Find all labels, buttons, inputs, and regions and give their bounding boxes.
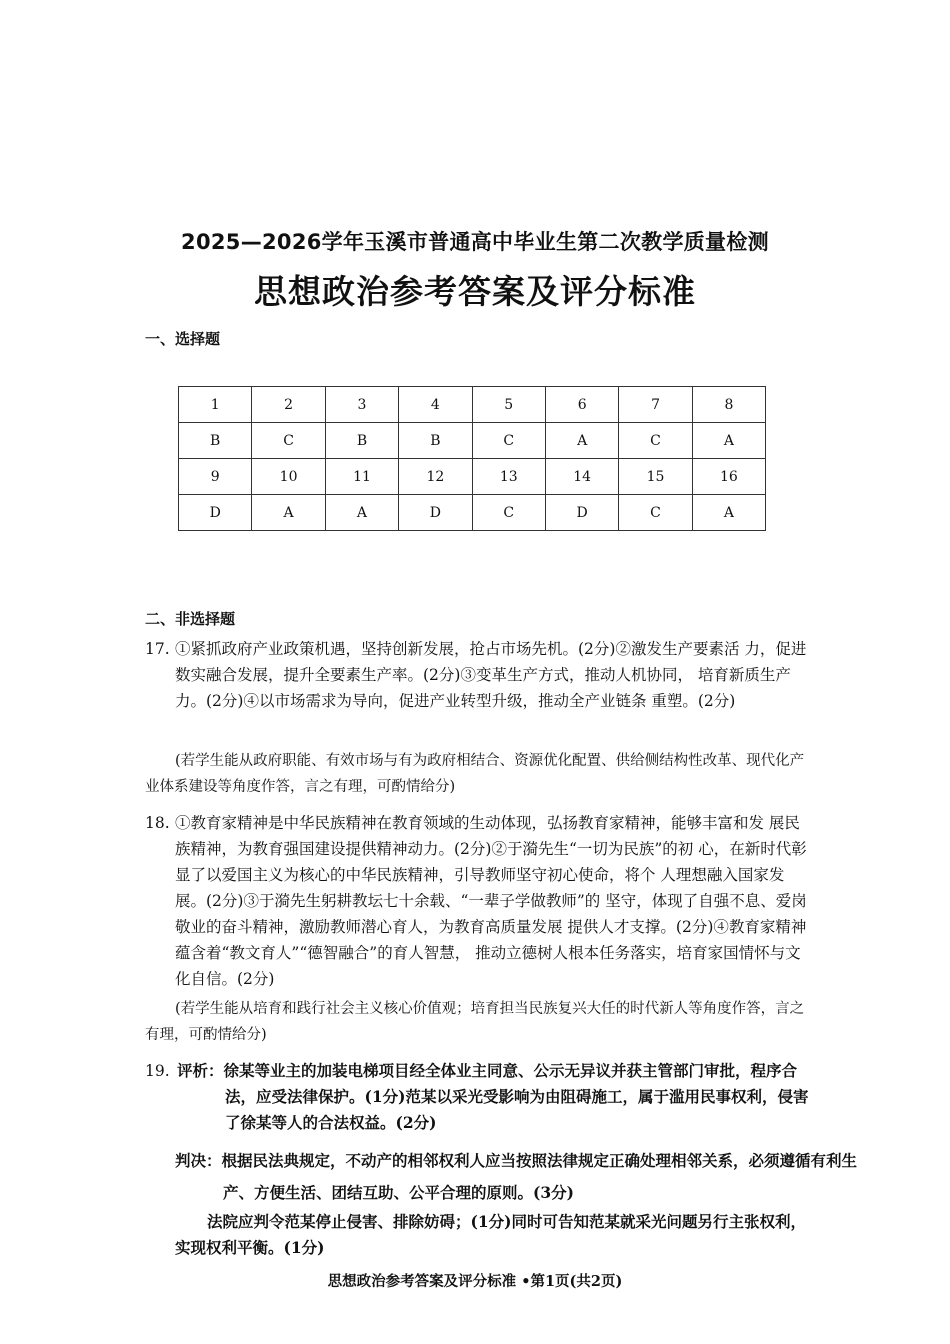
question-19: [145, 1058, 810, 1136]
question-number-cell: 5: [472, 387, 545, 423]
question-answer: ①教育家精神是中华民族精神在教育领域的生动体现，弘扬教育家精神，能够丰富和发 展民族精神，为教育强国建设提供精神动力。(2分)②于漪先生“一切为民族”的初 心，在新时代彰显了以爱国主义为核心的中华民族精神，引导教师坚守初心使命，将个 人理想融入国家发展。(2分)③于漪先生躬耕教坛七十余载、“一辈子学做教师”的 坚守，体现了自强不息、爱岗敬业的奋斗精神，激励教师潜心育人，为教育高质量发展 提供人才支撑。(2分)④教育家精神蕴含着“教文育人”“德智融合”的育人智慧， 推动立德树人根本任务落实，培育家国情怀与文化自信。(2分): [175, 814, 807, 988]
question-17: [145, 636, 810, 714]
court-ruling-text: 法院应判令范某停止侵害、排除妨碍；(1分)同时可告知范某就采光问题另行主张权利，实现权利平衡。(1分): [175, 1212, 806, 1257]
answer-row: [179, 423, 766, 459]
question-number-cell: 4: [399, 387, 472, 423]
answer-cell: B: [325, 423, 398, 459]
answer-table: [178, 386, 766, 531]
question-number-cell: 15: [619, 459, 692, 495]
page-title: 思想政治参考答案及评分标准: [254, 272, 696, 311]
question-number-cell: 9: [179, 459, 252, 495]
question-number-cell: 2: [252, 387, 325, 423]
scoring-note-18: (若学生能从培育和践行社会主义核心价值观；培育担当民族复兴大任的时代新人等角度作答，言之有理，可酌情给分): [145, 1001, 805, 1043]
question-number-cell: 16: [692, 459, 765, 495]
question-number-cell: 3: [325, 387, 398, 423]
question-number-row: [179, 459, 766, 495]
answer-cell: A: [325, 495, 398, 531]
section-heading-non-choice: 二、非选择题: [145, 610, 236, 628]
question-number-cell: 11: [325, 459, 398, 495]
question-number-cell: 6: [545, 387, 618, 423]
answer-cell: A: [692, 495, 765, 531]
answer-cell: C: [472, 495, 545, 531]
answer-cell: B: [179, 423, 252, 459]
answer-cell: A: [692, 423, 765, 459]
page-footer: 思想政治参考答案及评分标准 •第1页(共2页): [327, 1273, 623, 1290]
answer-cell: D: [545, 495, 618, 531]
question-number-cell: 7: [619, 387, 692, 423]
question-number-cell: 1: [179, 387, 252, 423]
question-number: 17.: [145, 640, 170, 658]
answer-cell: B: [399, 423, 472, 459]
question-answer: ①紧抓政府产业政策机遇，坚持创新发展，抢占市场先机。(2分)②激发生产要素活 力，促进数实融合发展，提升全要素生产率。(2分)③变革生产方式，推动人机协同， 培育新质生产力。(2分)④以市场需求为导向，促进产业转型升级，推动全产业链条 重塑。(2分): [175, 640, 807, 710]
question-number: 19.: [145, 1062, 170, 1080]
question-number: 18.: [145, 814, 170, 832]
answer-cell: A: [252, 495, 325, 531]
question-number-cell: 8: [692, 387, 765, 423]
answer-cell: D: [179, 495, 252, 531]
question-number-row: [179, 387, 766, 423]
question-18: [145, 810, 810, 992]
analysis-text: 评析：徐某等业主的加装电梯项目经全体业主同意、公示无异议并获主管部门审批，程序合法，应受法律保护。(1分)范某以采光受影响为由阻碍施工，属于滥用民事权利，侵害了徐某等人的合法权益。(2分): [177, 1061, 809, 1132]
question-number-cell: 12: [399, 459, 472, 495]
answer-cell: D: [399, 495, 472, 531]
answer-cell: C: [472, 423, 545, 459]
judgment-text: 判决：根据民法典规定，不动产的相邻权利人应当按照法律规定正确处理相邻关系，必须遵循有利生产、方便生活、团结互助、公平合理的原则。(3分): [175, 1151, 858, 1202]
question-number-cell: 13: [472, 459, 545, 495]
question-number-cell: 10: [252, 459, 325, 495]
answer-cell: A: [545, 423, 618, 459]
answer-cell: C: [619, 423, 692, 459]
answer-cell: C: [619, 495, 692, 531]
answer-cell: C: [252, 423, 325, 459]
question-number-cell: 14: [545, 459, 618, 495]
exam-subtitle: 2025—2026学年玉溪市普通高中毕业生第二次教学质量检测: [181, 230, 769, 254]
section-heading-multiple-choice: 一、选择题: [145, 330, 221, 348]
scoring-note-17: (若学生能从政府职能、有效市场与有为政府相结合、资源优化配置、供给侧结构性改革、现代化产业体系建设等角度作答，言之有理，可酌情给分): [145, 753, 805, 795]
answer-row: [179, 495, 766, 531]
